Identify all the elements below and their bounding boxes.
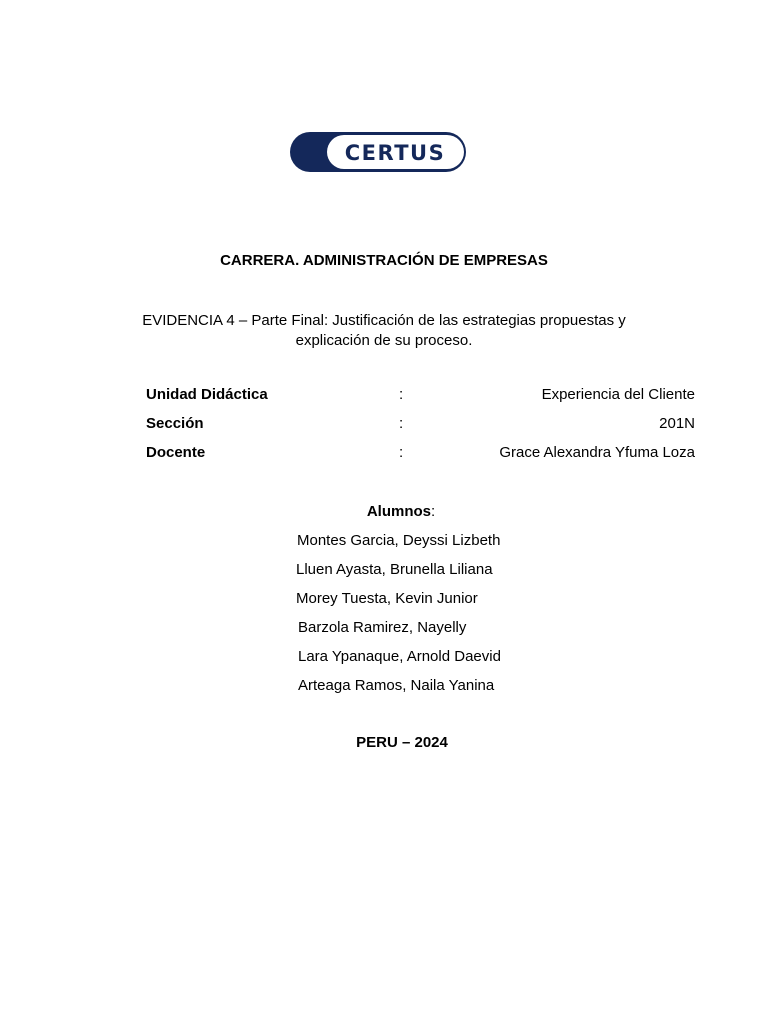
info-colon: : — [399, 415, 404, 432]
info-colon: : — [399, 444, 404, 461]
student-name: Barzola Ramirez, Nayelly — [298, 619, 467, 636]
logo-text: CERTUS — [344, 141, 446, 165]
evidence-description — [120, 311, 648, 351]
footer-country-year — [0, 734, 768, 751]
career-heading — [0, 252, 768, 269]
info-row-docente — [146, 444, 695, 473]
info-label: Docente — [146, 444, 206, 461]
student-name: Morey Tuesta, Kevin Junior — [296, 590, 478, 607]
info-value: Experiencia del Cliente — [541, 386, 695, 403]
info-row-unidad — [146, 386, 695, 415]
certus-logo-graphic — [289, 131, 467, 173]
info-row-seccion — [146, 415, 695, 444]
footer-text: PERU – 2024 — [356, 734, 448, 751]
info-value: Grace Alexandra Yfuma Loza — [499, 444, 695, 461]
student-name: Lluen Ayasta, Brunella Liliana — [296, 561, 493, 578]
students-heading — [0, 503, 768, 520]
career-text: CARRERA. ADMINISTRACIÓN DE EMPRESAS — [220, 252, 548, 269]
students-title: Alumnos — [366, 503, 431, 520]
info-value: 201N — [659, 415, 695, 432]
student-name: Arteaga Ramos, Naila Yanina — [298, 677, 495, 694]
info-label: Sección — [146, 415, 204, 432]
evidence-line-2: explicación de su proceso. — [295, 332, 473, 349]
students-title-colon: : — [431, 503, 436, 520]
course-info-table — [146, 386, 695, 473]
certus-logo — [289, 131, 467, 173]
info-colon: : — [399, 386, 404, 403]
evidence-line-1: EVIDENCIA 4 – Parte Final: Justificación de las estrategias propuestas y — [142, 312, 626, 329]
student-name: Montes Garcia, Deyssi Lizbeth — [297, 532, 501, 549]
info-label: Unidad Didáctica — [146, 386, 268, 403]
student-name: Lara Ypanaque, Arnold Daevid — [298, 648, 501, 665]
